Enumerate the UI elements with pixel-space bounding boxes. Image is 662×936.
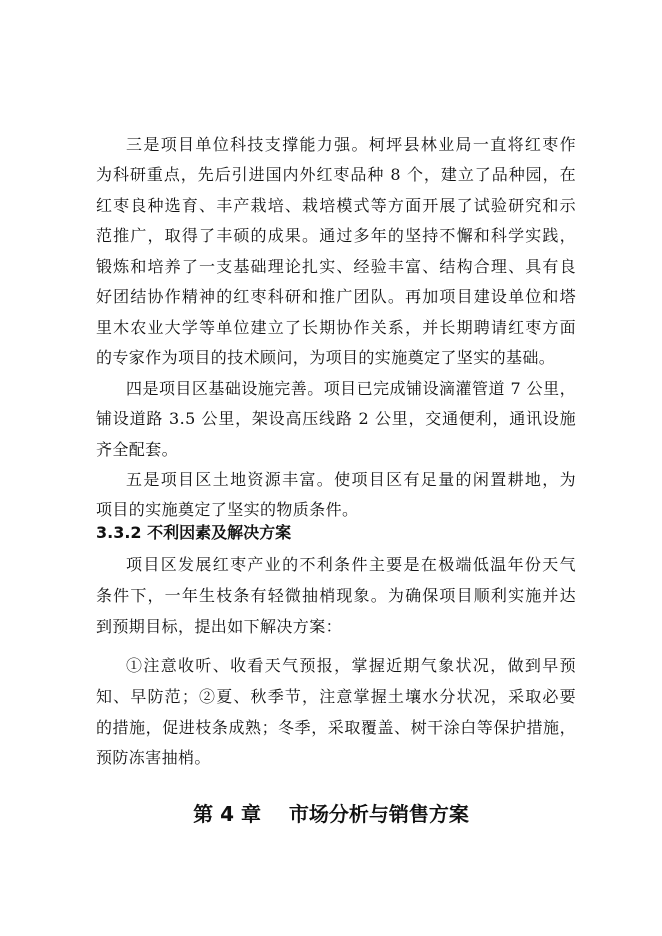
paragraph-line: 四是项目区基础设施完善。项目已完成铺设滴灌管道 7 公里， — [126, 379, 576, 398]
section-heading: 3.3.2 不利因素及解决方案 — [96, 523, 292, 542]
paragraph-line: 项目的实施奠定了坚实的物质条件。 — [96, 500, 359, 519]
paragraph-line: 五是项目区土地资源丰富。使项目区有足量的闲置耕地，为 — [126, 470, 576, 489]
paragraph-line: 知、早防范；②夏、秋季节，注意掌握土壤水分状况，采取必要 — [96, 687, 576, 706]
paragraph-line: 锻炼和培养了一支基础理论扎实、经验丰富、结构合理、具有良 — [96, 257, 576, 276]
chapter-title: 第 4 章 市场分析与销售方案 — [193, 802, 469, 826]
paragraph-line: 铺设道路 3.5 公里，架设高压线路 2 公里，交通便利，通讯设施 — [96, 409, 576, 428]
paragraph-line: 预防冻害抽梢。 — [96, 748, 211, 767]
paragraph-line: 齐全配套。 — [96, 440, 179, 459]
paragraph-line: 红枣良种选育、丰产栽培、栽培模式等方面开展了试验研究和示 — [96, 196, 576, 215]
paragraph-line: 的措施，促进枝条成熟；冬季，采取覆盖、树干涂白等保护措施， — [96, 718, 576, 737]
paragraph-line: 范推广，取得了丰硕的成果。通过多年的坚持不懈和科学实践， — [96, 226, 576, 245]
paragraph-line: 条件下，一年生枝条有轻微抽梢现象。为确保项目顺利实施并达 — [96, 586, 576, 605]
paragraph-line: 项目区发展红枣产业的不利条件主要是在极端低温年份天气 — [126, 555, 576, 574]
paragraph-line: 好团结协作精神的红枣科研和推广团队。再加项目建设单位和塔 — [96, 287, 576, 306]
paragraph-line: 里木农业大学等单位建立了长期协作关系，并长期聘请红枣方面 — [96, 318, 576, 337]
paragraph-line: 三是项目单位科技支撑能力强。柯坪县林业局一直将红枣作 — [126, 135, 576, 154]
paragraph-line: 的专家作为项目的技术顾问，为项目的实施奠定了坚实的基础。 — [96, 348, 556, 367]
paragraph-line: 到预期目标，提出如下解决方案： — [96, 617, 343, 636]
paragraph-line: ①注意收听、收看天气预报，掌握近期气象状况，做到早预 — [126, 656, 576, 675]
paragraph-line: 为科研重点，先后引进国内外红枣品种 8 个，建立了品种园，在 — [96, 165, 576, 184]
